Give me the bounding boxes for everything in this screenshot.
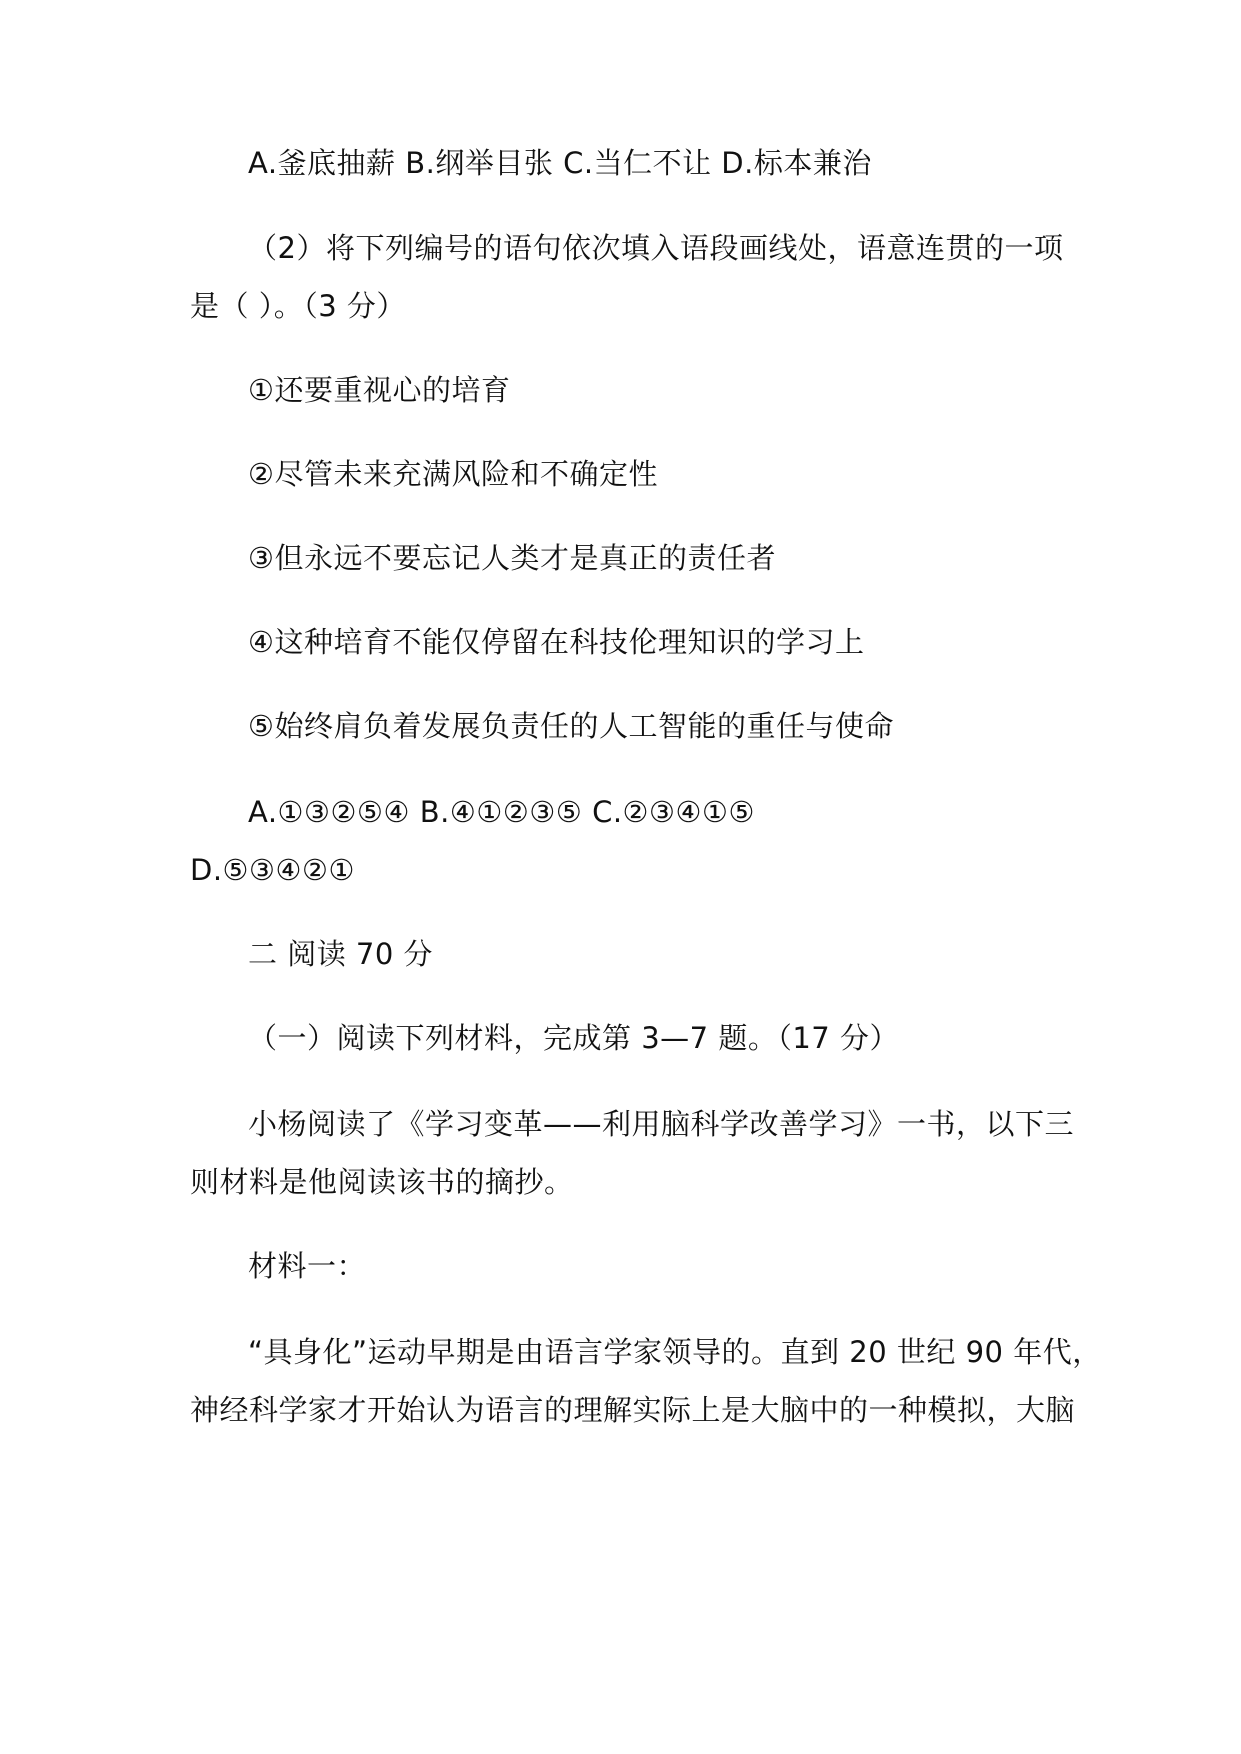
intro-line1: 小杨阅读了《学习变革——利用脑科学改善学习》一书，以下三 (248, 1107, 1075, 1141)
material-one-line2: 神经科学家才开始认为语言的理解实际上是大脑中的一种模拟，大脑 (190, 1393, 1076, 1427)
intro-line2: 则材料是他阅读该书的摘抄。 (190, 1165, 574, 1199)
q2-stem-line2: 是（ ）。（3 分） (190, 289, 406, 323)
material-one-line1: “具身化”运动早期是由语言学家领导的。直到 20 世纪 90 年代， (248, 1335, 1102, 1369)
section-two-heading: 二 阅读 70 分 (248, 937, 434, 971)
q2-options-line1: A.①③②⑤④ B.④①②③⑤ C.②③④①⑤ (248, 795, 756, 829)
q2-sentence-5: ⑤始终肩负着发展负责任的人工智能的重任与使命 (248, 709, 894, 743)
q2-stem-line1: （2）将下列编号的语句依次填入语段画线处，语意连贯的一项 (248, 231, 1064, 265)
q1-options: A.釜底抽薪 B.纲举目张 C.当仁不让 D.标本兼治 (248, 146, 872, 180)
q2-sentence-2: ②尽管未来充满风险和不确定性 (248, 457, 658, 491)
material-one-label: 材料一： (248, 1249, 367, 1283)
q2-sentence-3: ③但永远不要忘记人类才是真正的责任者 (248, 541, 776, 575)
q2-sentence-4: ④这种培育不能仅停留在科技伦理知识的学习上 (248, 625, 865, 659)
part-one-heading: （一）阅读下列材料，完成第 3—7 题。（17 分） (248, 1021, 899, 1055)
q2-options-line2: D.⑤③④②① (190, 853, 356, 887)
q2-sentence-1: ①还要重视心的培育 (248, 373, 511, 407)
